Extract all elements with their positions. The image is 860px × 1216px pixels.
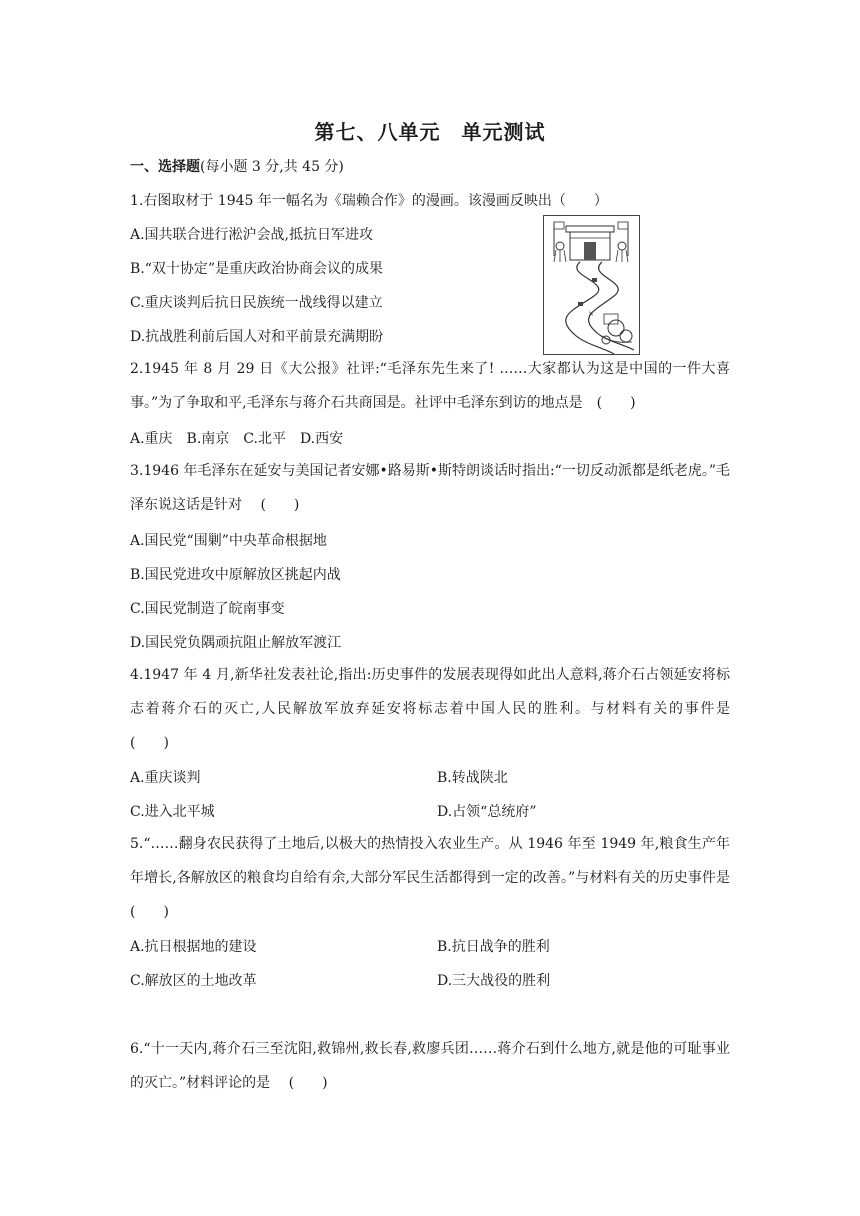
q3-stem: 3.1946 年毛泽东在延安与美国记者安娜•路易斯•斯特朗谈话时指出:“一切反动派都是纸老虎。”毛泽东说这话是针对 ( ) — [130, 463, 730, 513]
q5-option-d: D.三大战役的胜利 — [437, 973, 551, 989]
q2-options: A.重庆 B.南京 C.北平 D.西安 — [130, 431, 344, 447]
q3-option-c: C.国民党制造了皖南事变 — [130, 601, 285, 617]
q5-option-b: B.抗日战争的胜利 — [437, 939, 550, 955]
q4-option-c: C.进入北平城 — [130, 804, 215, 820]
section-note: (每小题 3 分,共 45 分) — [200, 159, 344, 175]
page-title: 第七、八单元 单元测试 — [314, 120, 546, 144]
cartoon-drawing — [544, 216, 639, 354]
q6-stem: 6.“十一天内,蒋介石三至沈阳,救锦州,救长春,救廖兵团……蒋介石到什么地方,就是他的可耻事业的灭亡。”材料评论的是 ( ) — [130, 1041, 730, 1091]
section-heading — [130, 156, 344, 176]
q4-stem: 4.1947 年 4 月,新华社发表社论,指出:历史事件的发展表现得如此出人意料,蒋介石占领延安将标志着蒋介石的灭亡,人民解放军放弃延安将标志着中国人民的胜利。与材料有关的事件是 ( ) — [130, 667, 758, 751]
q4-option-a: A.重庆谈判 — [130, 770, 201, 786]
q4-option-d: D.占领“总统府” — [437, 804, 537, 820]
q5-option-a: A.抗日根据地的建设 — [130, 939, 257, 955]
q5-stem: 5.“……翻身农民获得了土地后,以极大的热情投入农业生产。从 1946 年至 1949 年,粮食生产年年增长,各解放区的粮食均自给有余,大部分军民生活都得到一定的改善。”与材料有关的历史事件是 ( ) — [130, 836, 758, 920]
q5-option-c: C.解放区的土地改革 — [130, 973, 257, 989]
q2-stem: 2.1945 年 8 月 29 日《大公报》社评:“毛泽东先生来了! ……大家都认为这是中国的一件大喜事。”为了争取和平,毛泽东与蒋介石共商国是。社评中毛泽东到访的地点是 ( ) — [130, 361, 730, 411]
q3-option-a: A.国民党“围剿”中央革命根据地 — [130, 533, 327, 549]
section-label: 一、选择题 — [130, 159, 200, 175]
q3-option-b: B.国民党进攻中原解放区挑起内战 — [130, 567, 341, 583]
svg-text:✕: ✕ — [588, 310, 594, 318]
q1-option-d: D.抗战胜利前后国人对和平前景充满期盼 — [130, 329, 384, 345]
q1-option-c: C.重庆谈判后抗日民族统一战线得以建立 — [130, 295, 383, 311]
cartoon-image — [543, 215, 640, 355]
q1-stem: 1.右图取材于 1945 年一幅名为《瑞赖合作》的漫画。该漫画反映出（ ） — [130, 193, 608, 209]
q1-option-a: A.国共联合进行淞沪会战,抵抗日军进攻 — [130, 227, 374, 243]
q4-option-b: B.转战陕北 — [437, 770, 508, 786]
q3-option-d: D.国民党负隅顽抗阻止解放军渡江 — [130, 635, 342, 651]
q1-option-b: B.“双十协定”是重庆政治协商会议的成果 — [130, 261, 384, 277]
